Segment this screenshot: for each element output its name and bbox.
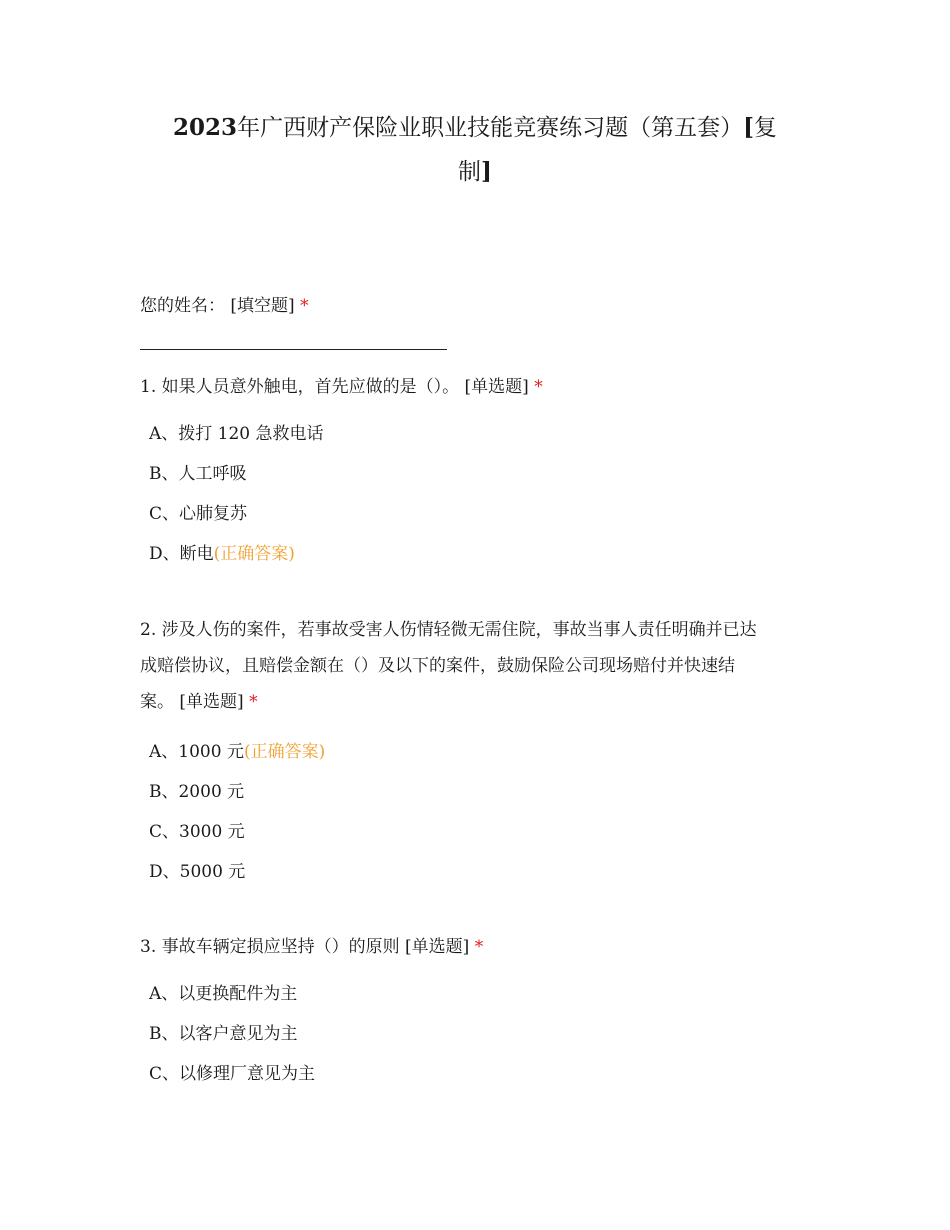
option-label: B、人工呼吸 (149, 464, 247, 484)
q2-option-a[interactable] (149, 740, 325, 764)
question-2 (140, 612, 820, 720)
name-question (140, 288, 820, 324)
required-mark: * (249, 692, 258, 712)
title-copy-1: 复 (753, 115, 777, 141)
q3-option-b[interactable] (149, 1022, 298, 1046)
option-label: D、断电 (149, 544, 214, 564)
q1-option-b[interactable] (149, 462, 247, 486)
option-label: C、以修理厂意见为主 (149, 1064, 316, 1084)
q3-option-a[interactable] (149, 982, 297, 1006)
name-label: 您的姓名： (140, 296, 225, 316)
name-type: [填空题] (230, 296, 295, 316)
question-3-type: [单选题] (405, 937, 470, 957)
required-mark: * (300, 296, 309, 316)
title-bracket-open: [ (743, 114, 754, 141)
option-label: A、1000 元 (149, 742, 244, 762)
question-2-type: [单选题] (179, 692, 244, 712)
question-1 (140, 369, 820, 405)
option-label: D、5000 元 (149, 862, 246, 882)
option-label: B、2000 元 (149, 782, 245, 802)
title-copy-2: 制 (458, 159, 482, 185)
option-label: C、3000 元 (149, 822, 245, 842)
question-3-text: 3. 事故车辆定损应坚持（）的原则 (140, 937, 400, 957)
question-1-text: 1. 如果人员意外触电，首先应做的是（）。 (140, 377, 460, 397)
q2-option-b[interactable] (149, 780, 244, 804)
option-label: C、心肺复苏 (149, 504, 248, 524)
q1-option-a[interactable] (149, 422, 324, 446)
question-2-text-line3: 案。 (140, 692, 174, 712)
option-label: A、以更换配件为主 (149, 984, 298, 1004)
q2-option-c[interactable] (149, 820, 245, 844)
correct-answer-tag: (正确答案) (243, 742, 326, 762)
question-2-text-line2: 成赔偿协议，且赔偿金额在（）及以下的案件，鼓励保险公司现场赔付并快速结 (140, 656, 735, 676)
title-main: 年广西财产保险业职业技能竞赛练习题（第五套） (237, 115, 744, 141)
correct-answer-tag: (正确答案) (213, 544, 295, 564)
q2-option-d[interactable] (149, 860, 245, 884)
option-label: A、拨打 120 急救电话 (149, 424, 324, 444)
required-mark: * (474, 937, 484, 957)
question-3 (140, 929, 820, 965)
q3-option-c[interactable] (149, 1062, 315, 1086)
document-title (150, 106, 800, 194)
question-2-text-line1: 2. 涉及人伤的案件，若事故受害人伤情轻微无需住院，事故当事人责任明确并已达 (140, 620, 757, 640)
question-1-type: [单选题] (464, 377, 529, 397)
title-bracket-close: ] (481, 158, 492, 185)
option-label: B、以客户意见为主 (149, 1024, 298, 1044)
name-answer-line[interactable] (140, 349, 447, 350)
title-year: 2023 (173, 114, 238, 141)
q1-option-c[interactable] (149, 502, 247, 526)
required-mark: * (534, 377, 543, 397)
q1-option-d[interactable] (149, 542, 295, 566)
